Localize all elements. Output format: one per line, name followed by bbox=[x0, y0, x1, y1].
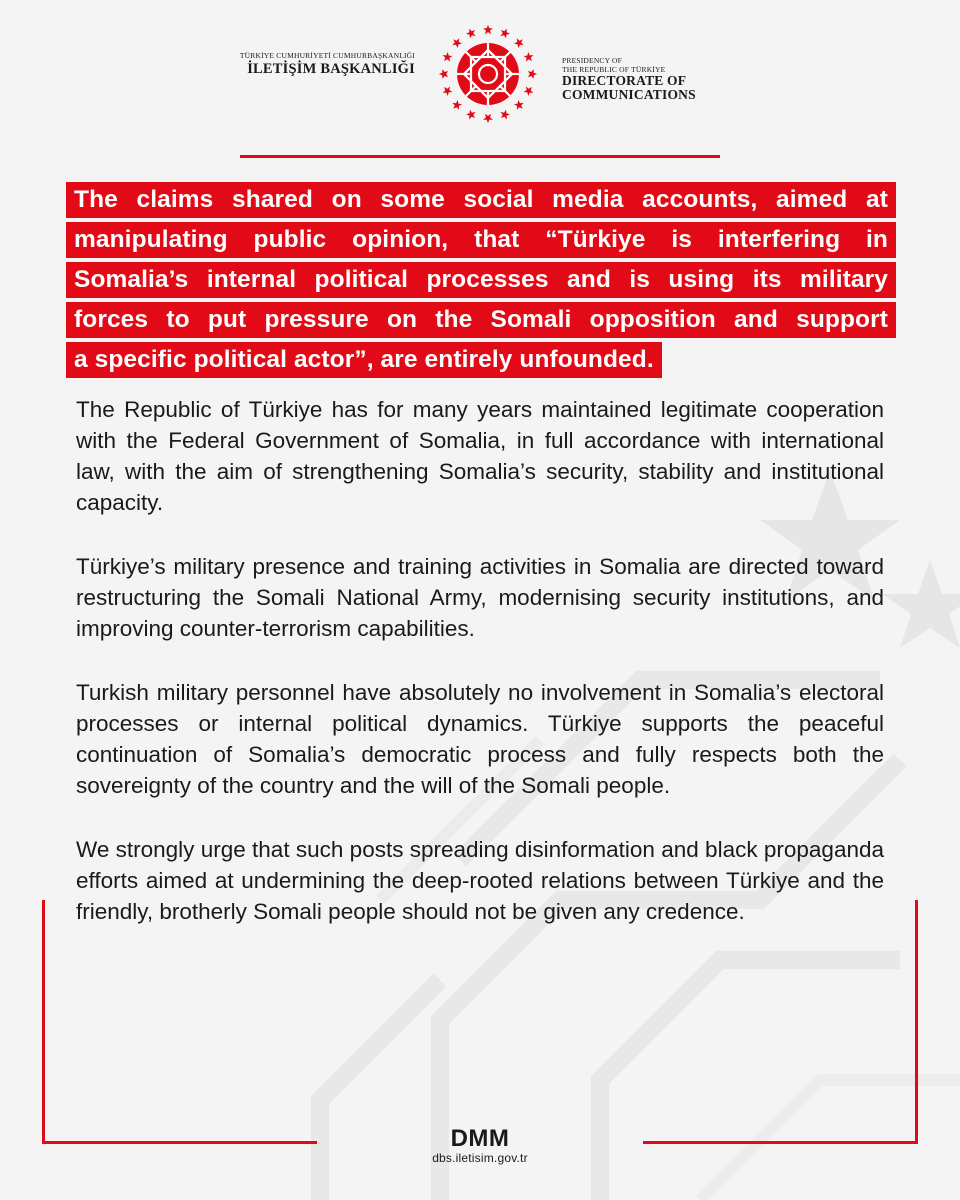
seal-star-icon bbox=[500, 29, 510, 39]
headline-line: forces to put pressure on the Somali opposition and support bbox=[66, 302, 896, 338]
body-paragraph: Turkish military personnel have absolutely no involvement in Somalia’s electoral processes or internal political dynamics. Türkiye supports the peaceful continuation of Somalia’s democratic process and fully respects both the sovereignty of the country and the will of the Somali people. bbox=[76, 680, 884, 798]
header bbox=[0, 0, 960, 140]
presidential-seal-icon bbox=[436, 22, 540, 126]
header-right-small-1: PRESIDENCY OF bbox=[562, 56, 623, 65]
body-paragraph: The Republic of Türkiye has for many years maintained legitimate cooperation with the Federal Government of Somalia, in full accordance with international law, with the aim of strengthening Somalia’s security, stability and institutional capacity. bbox=[76, 397, 884, 515]
headline-line: a specific political actor”, are entirely unfounded. bbox=[66, 342, 662, 378]
frame-bottom-right-line bbox=[643, 1141, 918, 1144]
seal-star-icon bbox=[528, 69, 537, 79]
seal-star-icon bbox=[439, 69, 448, 79]
header-right-small-2: THE REPUBLIC OF TÜRKİYE bbox=[562, 65, 666, 74]
watermark-star-icon bbox=[882, 560, 960, 648]
frame-right-line bbox=[915, 900, 918, 1144]
frame-top-line bbox=[240, 155, 720, 158]
seal-star-icon bbox=[452, 100, 462, 110]
header-left-small: TÜRKİYE CUMHURİYETİ CUMHURBAŞKANLIĞI bbox=[239, 51, 415, 60]
seal-star-icon bbox=[443, 52, 453, 62]
footer-url: dbs.iletisim.gov.tr bbox=[432, 1151, 528, 1165]
statement-body bbox=[76, 394, 884, 960]
seal-star-icon bbox=[466, 29, 476, 39]
header-left-title: İLETİŞİM BAŞKANLIĞI bbox=[247, 61, 415, 77]
seal-star-icon bbox=[524, 86, 534, 96]
dmm-logo bbox=[428, 1126, 532, 1148]
seal-star-icon bbox=[452, 38, 462, 48]
headline bbox=[66, 182, 896, 382]
headline-line: Somalia’s internal political processes and is using its military bbox=[66, 262, 896, 298]
seal-star-icon bbox=[443, 86, 453, 96]
header-left-text bbox=[240, 51, 415, 78]
seal-star-icon bbox=[500, 110, 510, 120]
frame-left-line bbox=[42, 900, 45, 1144]
dmm-logo-text: DMM bbox=[450, 1126, 510, 1148]
seal-star-icon bbox=[483, 25, 493, 34]
body-paragraph: Türkiye’s military presence and training activities in Somalia are directed toward restructuring the Somali National Army, modernising security institutions, and improving counter-terrorism capabilities. bbox=[76, 554, 884, 641]
seal-star-icon bbox=[483, 114, 493, 123]
header-right-title-2: COMMUNICATIONS bbox=[562, 87, 696, 102]
seal-star-icon bbox=[524, 52, 534, 62]
seal-star-icon bbox=[466, 110, 476, 120]
seal-star-icon bbox=[514, 100, 524, 110]
frame-bottom-left-line bbox=[42, 1141, 317, 1144]
header-right-text bbox=[562, 56, 696, 102]
headline-line: The claims shared on some social media accounts, aimed at bbox=[66, 182, 896, 218]
seal-star-icon bbox=[514, 38, 524, 48]
body-paragraph: We strongly urge that such posts spreading disinformation and black propaganda efforts aimed at undermining the deep-rooted relations between Türkiye and the friendly, brotherly Somali people should not be given any credence. bbox=[76, 837, 884, 924]
footer bbox=[380, 1126, 580, 1165]
header-right-title-1: DIRECTORATE OF bbox=[562, 73, 687, 88]
headline-line: manipulating public opinion, that “Türkiye is interfering in bbox=[66, 222, 896, 258]
